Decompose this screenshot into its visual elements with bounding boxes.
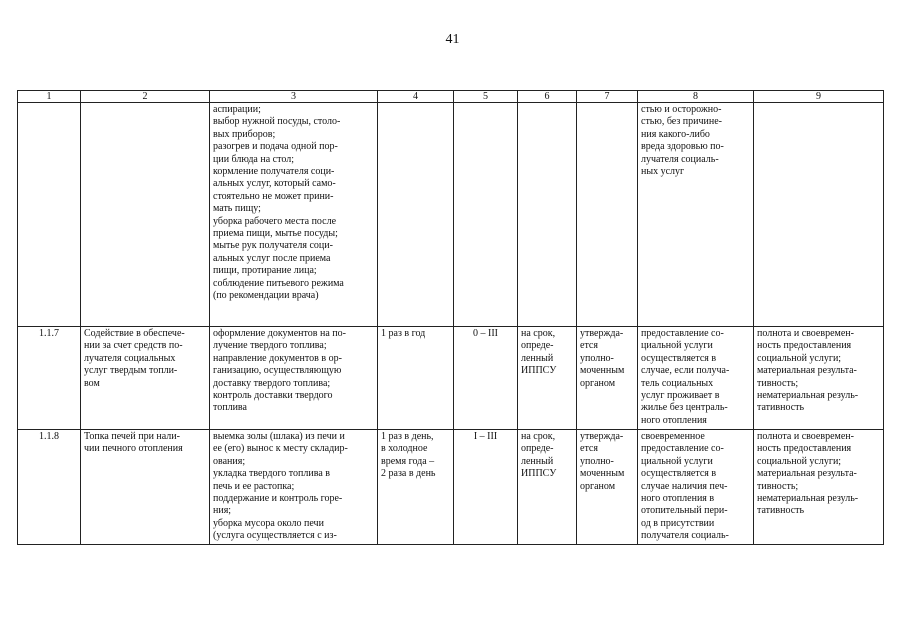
service-name-cell: Содействие в обеспече- нии за счет средств по- лучателя социальных услуг твердым топли- вом — [81, 327, 210, 430]
service-conditions-cell: предоставление со- циальной услуги осуществляется в случае, если получа- тель социальных услуг проживает в жилье без централь- ного отопления — [638, 327, 754, 430]
service-content-cell: оформление документов на по- лучение твердого топлива; направление документов в ор- ганизацию, осуществляющую доставку твердого топлива; контроль доставки твердого топлива — [210, 327, 378, 430]
services-table — [17, 90, 884, 545]
column-number-5: 5 — [454, 91, 518, 103]
service-content-cell: выемка золы (шлака) из печи и ее (его) вынос к месту складир- ования; укладка твердого топлива в печь и ее растопка; поддержание и контроль горе- ния; уборка мусора около печи (услуга осуществляется с из- — [210, 430, 378, 545]
service-content-cell: аспирации; выбор нужной посуды, столо- вых приборов; разогрев и подача одной пор- ции блюда на стол; кормление получателя соци- альных услуг, который само- стоятельно не может прини- мать пищу; уборка рабочего места после приема пищи, мытье посуды; мытье рук получателя соци- альных услуг после приема пищи, протирание лица; соблюдение питьевого режима (по рекомендации врача) — [210, 103, 378, 327]
service-quality-cell — [754, 103, 884, 327]
service-tariff-cell — [577, 103, 638, 327]
column-number-3: 3 — [210, 91, 378, 103]
service-number-cell — [18, 103, 81, 327]
column-number-2: 2 — [81, 91, 210, 103]
service-quality-cell: полнота и своевремен- ность предоставления социальной услуги; материальная результа- тивность; нематериальная резуль- тативность — [754, 430, 884, 545]
service-number-cell: 1.1.8 — [18, 430, 81, 545]
column-number-7: 7 — [577, 91, 638, 103]
service-term-cell: на срок, опреде- ленный ИППСУ — [518, 327, 577, 430]
service-group-cell: I – III — [454, 430, 518, 545]
page-number: 41 — [445, 32, 460, 47]
service-conditions-cell: своевременное предоставление со- циальной услуги осуществляется в случае наличия печ- ного отопления в отопительный пери- од в присутствии получателя социаль- — [638, 430, 754, 545]
column-number-9: 9 — [754, 91, 884, 103]
column-number-4: 4 — [378, 91, 454, 103]
service-name-cell: Топка печей при нали- чии печного отопления — [81, 430, 210, 545]
service-term-cell — [518, 103, 577, 327]
service-conditions-cell: стью и осторожно- стью, без причине- ния какого-либо вреда здоровью по- лучателя социаль- ных услуг — [638, 103, 754, 327]
service-number-cell: 1.1.7 — [18, 327, 81, 430]
service-quality-cell: полнота и своевремен- ность предоставления социальной услуги; материальная результа- тивность; нематериальная резуль- тативность — [754, 327, 884, 430]
service-name-cell — [81, 103, 210, 327]
service-tariff-cell: утвержда- ется уполно- моченным органом — [577, 430, 638, 545]
service-group-cell: 0 – III — [454, 327, 518, 430]
column-number-row — [18, 91, 884, 103]
column-number-8: 8 — [638, 91, 754, 103]
service-term-cell: на срок, опреде- ленный ИППСУ — [518, 430, 577, 545]
table-row — [18, 103, 884, 327]
table-row — [18, 430, 884, 545]
service-frequency-cell: 1 раз в год — [378, 327, 454, 430]
service-frequency-cell — [378, 103, 454, 327]
column-number-1: 1 — [18, 91, 81, 103]
service-tariff-cell: утвержда- ется уполно- моченным органом — [577, 327, 638, 430]
service-frequency-cell: 1 раз в день, в холодное время года – 2 раза в день — [378, 430, 454, 545]
service-group-cell — [454, 103, 518, 327]
column-number-6: 6 — [518, 91, 577, 103]
table-row — [18, 327, 884, 430]
